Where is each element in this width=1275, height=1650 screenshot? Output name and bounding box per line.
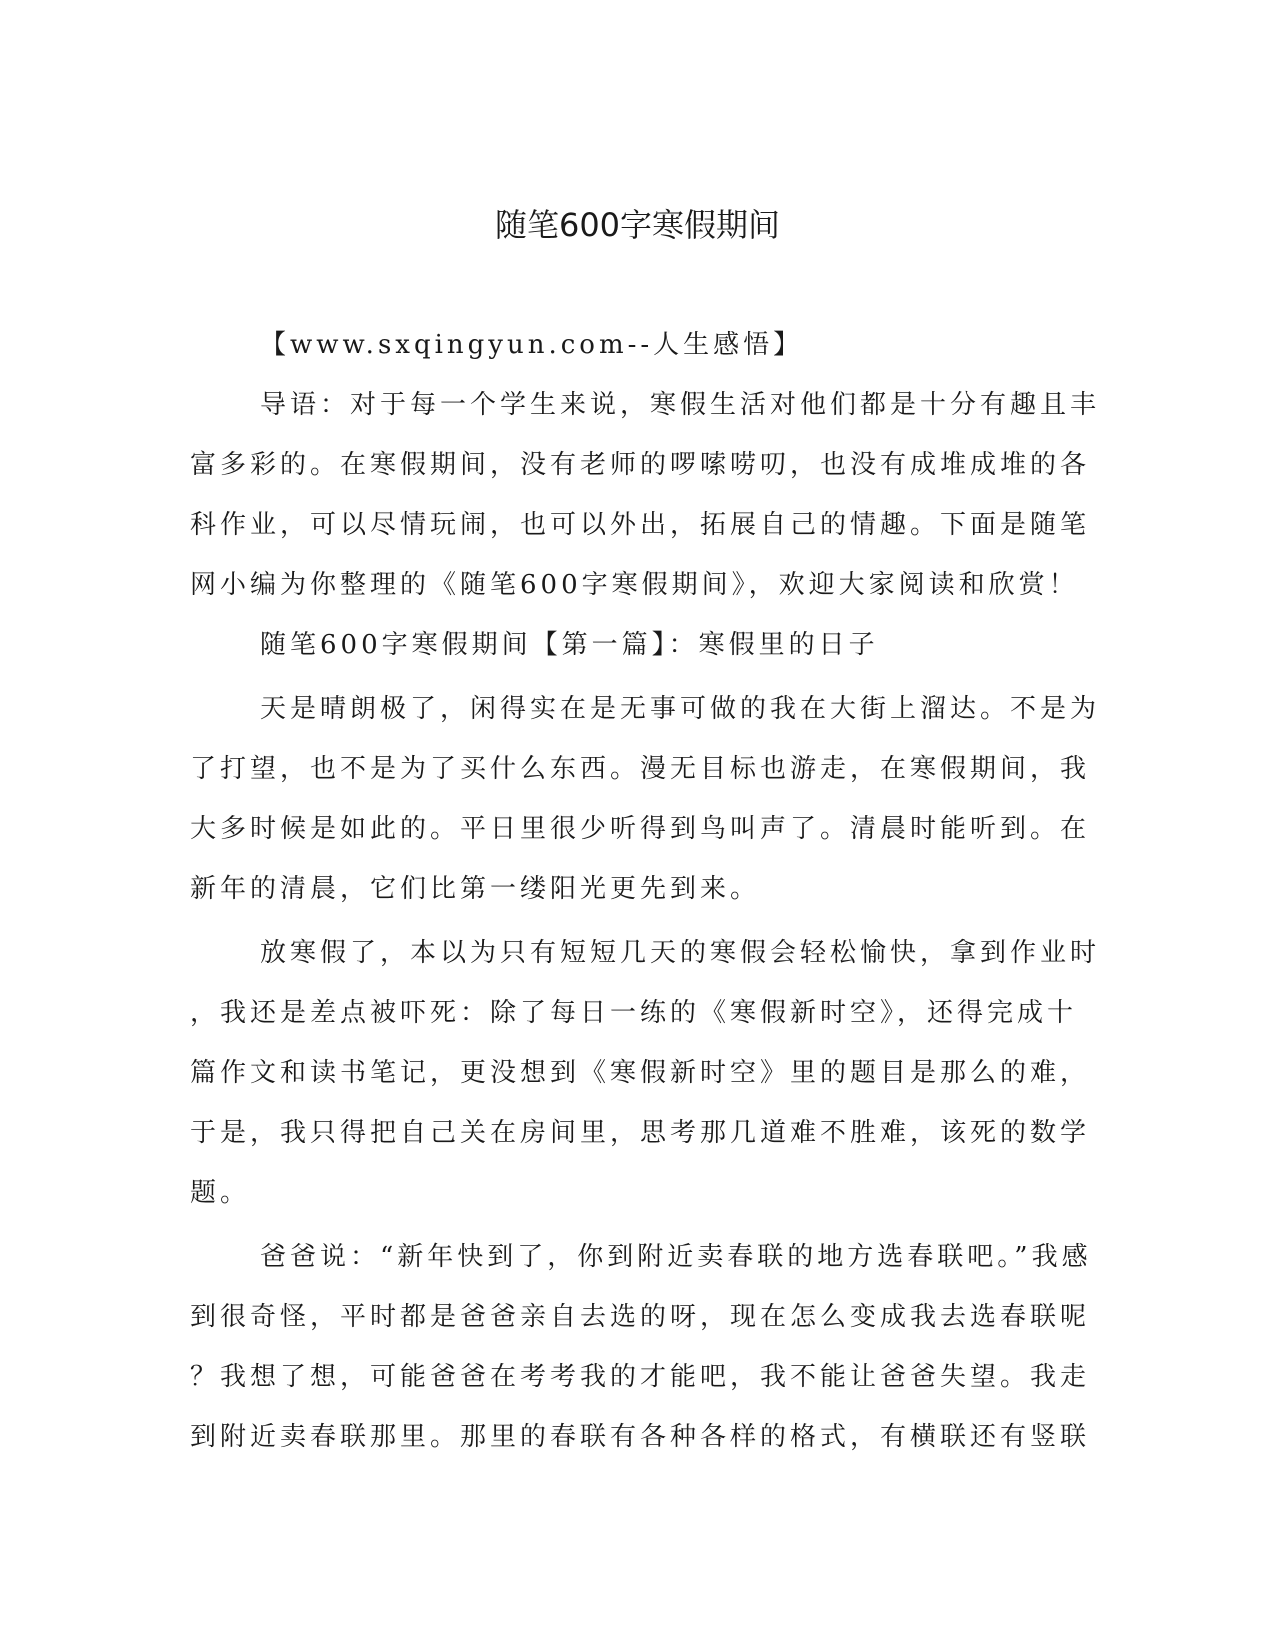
paragraph-line: 天是晴朗极了，闲得实在是无事可做的我在大街上溜达。不是为 <box>260 694 1101 724</box>
paragraph-line: 爸爸说：“新年快到了，你到附近卖春联的地方选春联吧。”我感 <box>260 1242 1092 1272</box>
paragraph-line: 了打望，也不是为了买什么东西。漫无目标也游走，在寒假期间，我 <box>190 754 1091 784</box>
page-title: 随笔600字寒假期间 <box>494 206 781 244</box>
paragraph-line: 到附近卖春联那里。那里的春联有各种各样的格式，有横联还有竖联 <box>190 1422 1091 1452</box>
intro-line: 富多彩的。在寒假期间，没有老师的啰嗦唠叨，也没有成堆成堆的各 <box>190 450 1091 480</box>
intro-line: 网小编为你整理的《随笔600字寒假期间》，欢迎大家阅读和欣赏！ <box>190 570 1079 600</box>
paragraph-line: 篇作文和读书笔记，更没想到《寒假新时空》里的题目是那么的难， <box>190 1058 1091 1088</box>
paragraph-line: 题。 <box>190 1178 251 1208</box>
section-heading: 随笔600字寒假期间【第一篇】：寒假里的日子 <box>260 630 879 660</box>
source-line: 【www.sxqingyun.com--人生感悟】 <box>260 330 804 360</box>
paragraph-line: ，我还是差点被吓死：除了每日一练的《寒假新时空》，还得完成十 <box>190 998 1078 1028</box>
document-body <box>190 315 1101 1467</box>
intro-line: 导语：对于每一个学生来说，寒假生活对他们都是十分有趣且丰 <box>260 390 1101 420</box>
paragraph-line: 于是，我只得把自己关在房间里，思考那几道难不胜难，该死的数学 <box>190 1118 1091 1148</box>
paragraph-line: 放寒假了，本以为只有短短几天的寒假会轻松愉快，拿到作业时 <box>260 938 1101 968</box>
paragraph-line: 到很奇怪，平时都是爸爸亲自去选的呀，现在怎么变成我去选春联呢 <box>190 1302 1091 1332</box>
intro-line: 科作业，可以尽情玩闹，也可以外出，拓展自己的情趣。下面是随笔 <box>190 510 1091 540</box>
paragraph-line: 新年的清晨，它们比第一缕阳光更先到来。 <box>190 874 761 904</box>
paragraph-line: ？我想了想，可能爸爸在考考我的才能吧，我不能让爸爸失望。我走 <box>190 1362 1091 1392</box>
paragraph-line: 大多时候是如此的。平日里很少听得到鸟叫声了。清晨时能听到。在 <box>190 814 1091 844</box>
